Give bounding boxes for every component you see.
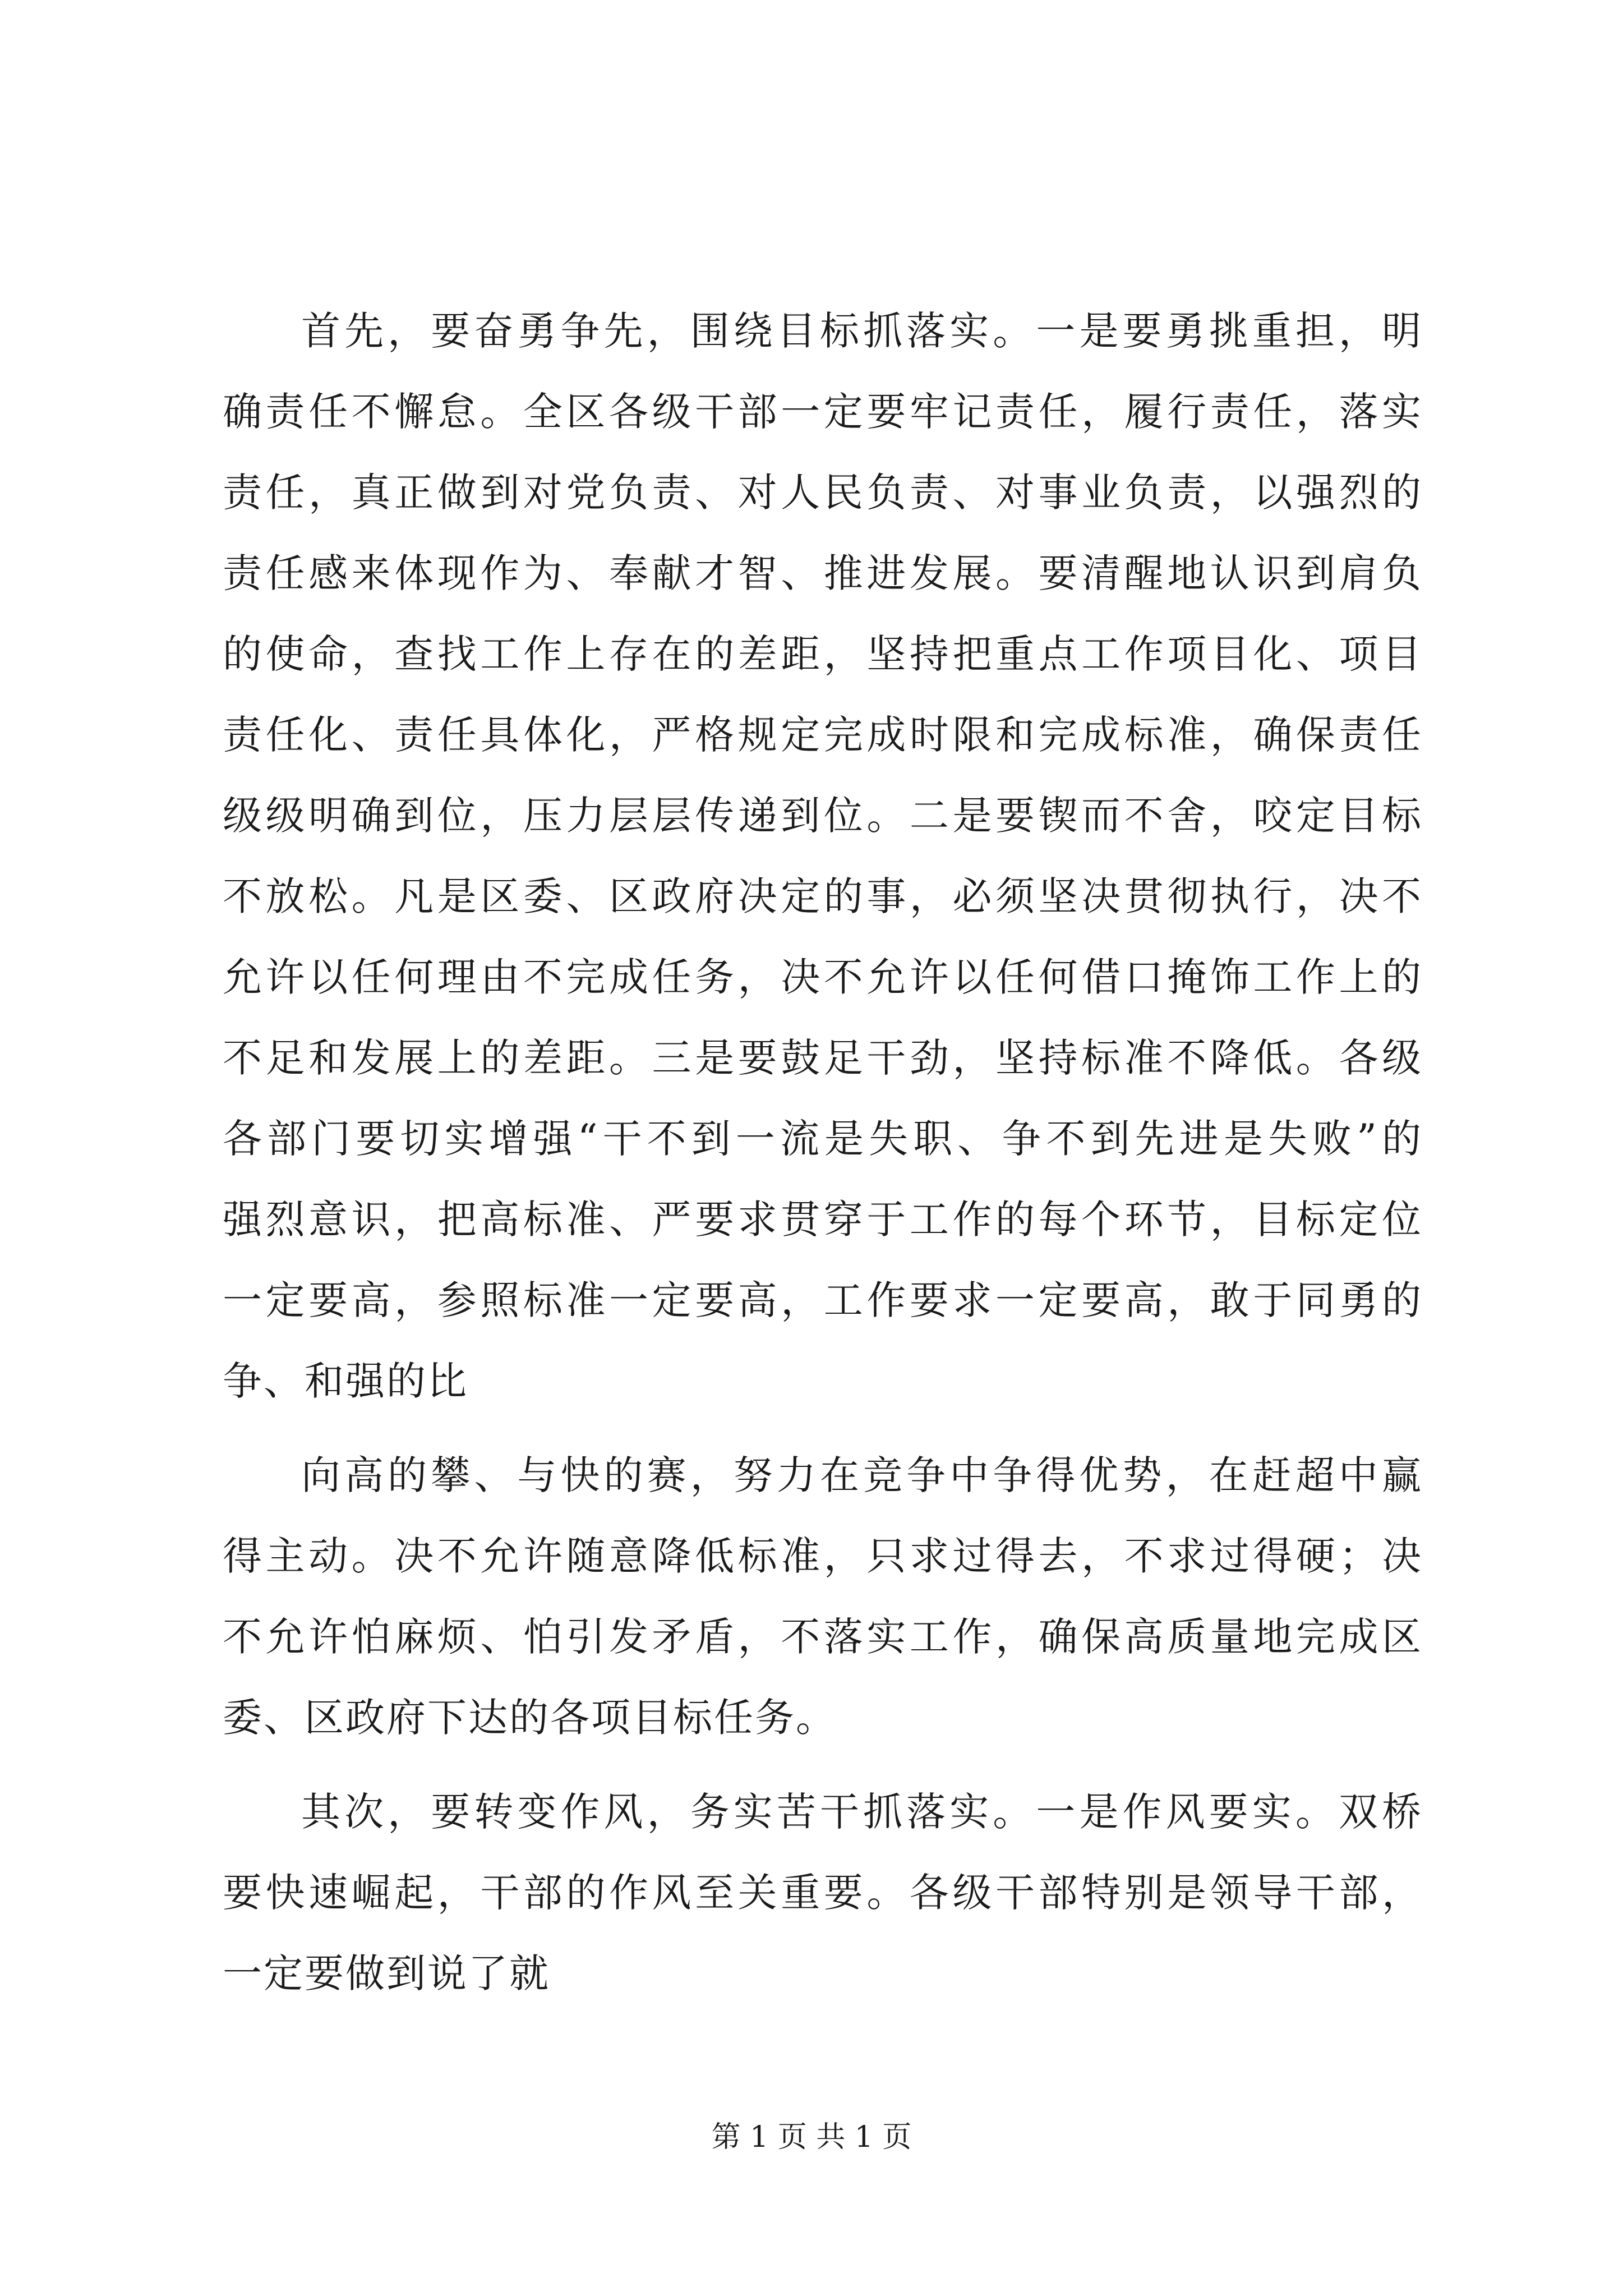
text-line: 不允许怕麻烦、怕引发矛盾，不落实工作，确保高质量地完成区 [223,1614,1423,1660]
paragraph-spacer [223,1421,1423,1435]
page-footer [0,2120,1623,2154]
text-line: 向高的攀、与快的赛，努力在竞争中争得优势，在赶超中赢 [301,1452,1423,1498]
text-line: 其次，要转变作风，务实苦干抓落实。一是作风要实。双桥 [301,1789,1423,1835]
paragraph-spacer [223,1758,1423,1772]
text-line: 责任感来体现作为、奉献才智、推进发展。要清醒地认识到肩负 [223,550,1423,596]
text-line: 一定要高，参照标准一定要高，工作要求一定要高，敢于同勇的 [223,1277,1423,1323]
text-line: 要快速崛起，干部的作风至关重要。各级干部特别是领导干部， [223,1870,1423,1916]
text-line: 级级明确到位，压力层层传递到位。二是要锲而不舍，咬定目标 [223,793,1423,839]
text-line: 确责任不懈怠。全区各级干部一定要牢记责任，履行责任，落实 [223,389,1423,435]
document-body [223,291,1423,2014]
text-line: 责任，真正做到对党负责、对人民负责、对事业负责，以强烈的 [223,470,1423,516]
text-line: 强烈意识，把高标准、严要求贯穿于工作的每个环节，目标定位 [223,1197,1423,1243]
text-line: 委、区政府下达的各项目标任务。 [223,1695,837,1741]
paragraph-2 [223,1435,1423,1758]
text-line: 责任化、责任具体化，严格规定完成时限和完成标准，确保责任 [223,712,1423,758]
page-number-label: 第 1 页 共 1 页 [711,2120,912,2154]
text-line: 不足和发展上的差距。三是要鼓足干劲，坚持标准不降低。各级 [223,1035,1423,1081]
text-line: 首先，要奋勇争先，围绕目标抓落实。一是要勇挑重担，明 [301,308,1423,354]
text-line: 的使命，查找工作上存在的差距，坚持把重点工作项目化、项目 [223,631,1423,677]
text-line: 争、和强的比 [223,1358,468,1404]
text-line: 得主动。决不允许随意降低标准，只求过得去，不求过得硬；决 [223,1533,1423,1579]
text-line: 不放松。凡是区委、区政府决定的事，必须坚决贯彻执行，决不 [223,873,1423,919]
text-line: 各部门要切实增强“干不到一流是失职、争不到先进是失败”的 [223,1116,1423,1162]
paragraph-3 [223,1772,1423,2014]
text-line: 允许以任何理由不完成任务，决不允许以任何借口掩饰工作上的 [223,954,1423,1000]
text-line: 一定要做到说了就 [223,1950,550,1996]
paragraph-1 [223,291,1423,1421]
